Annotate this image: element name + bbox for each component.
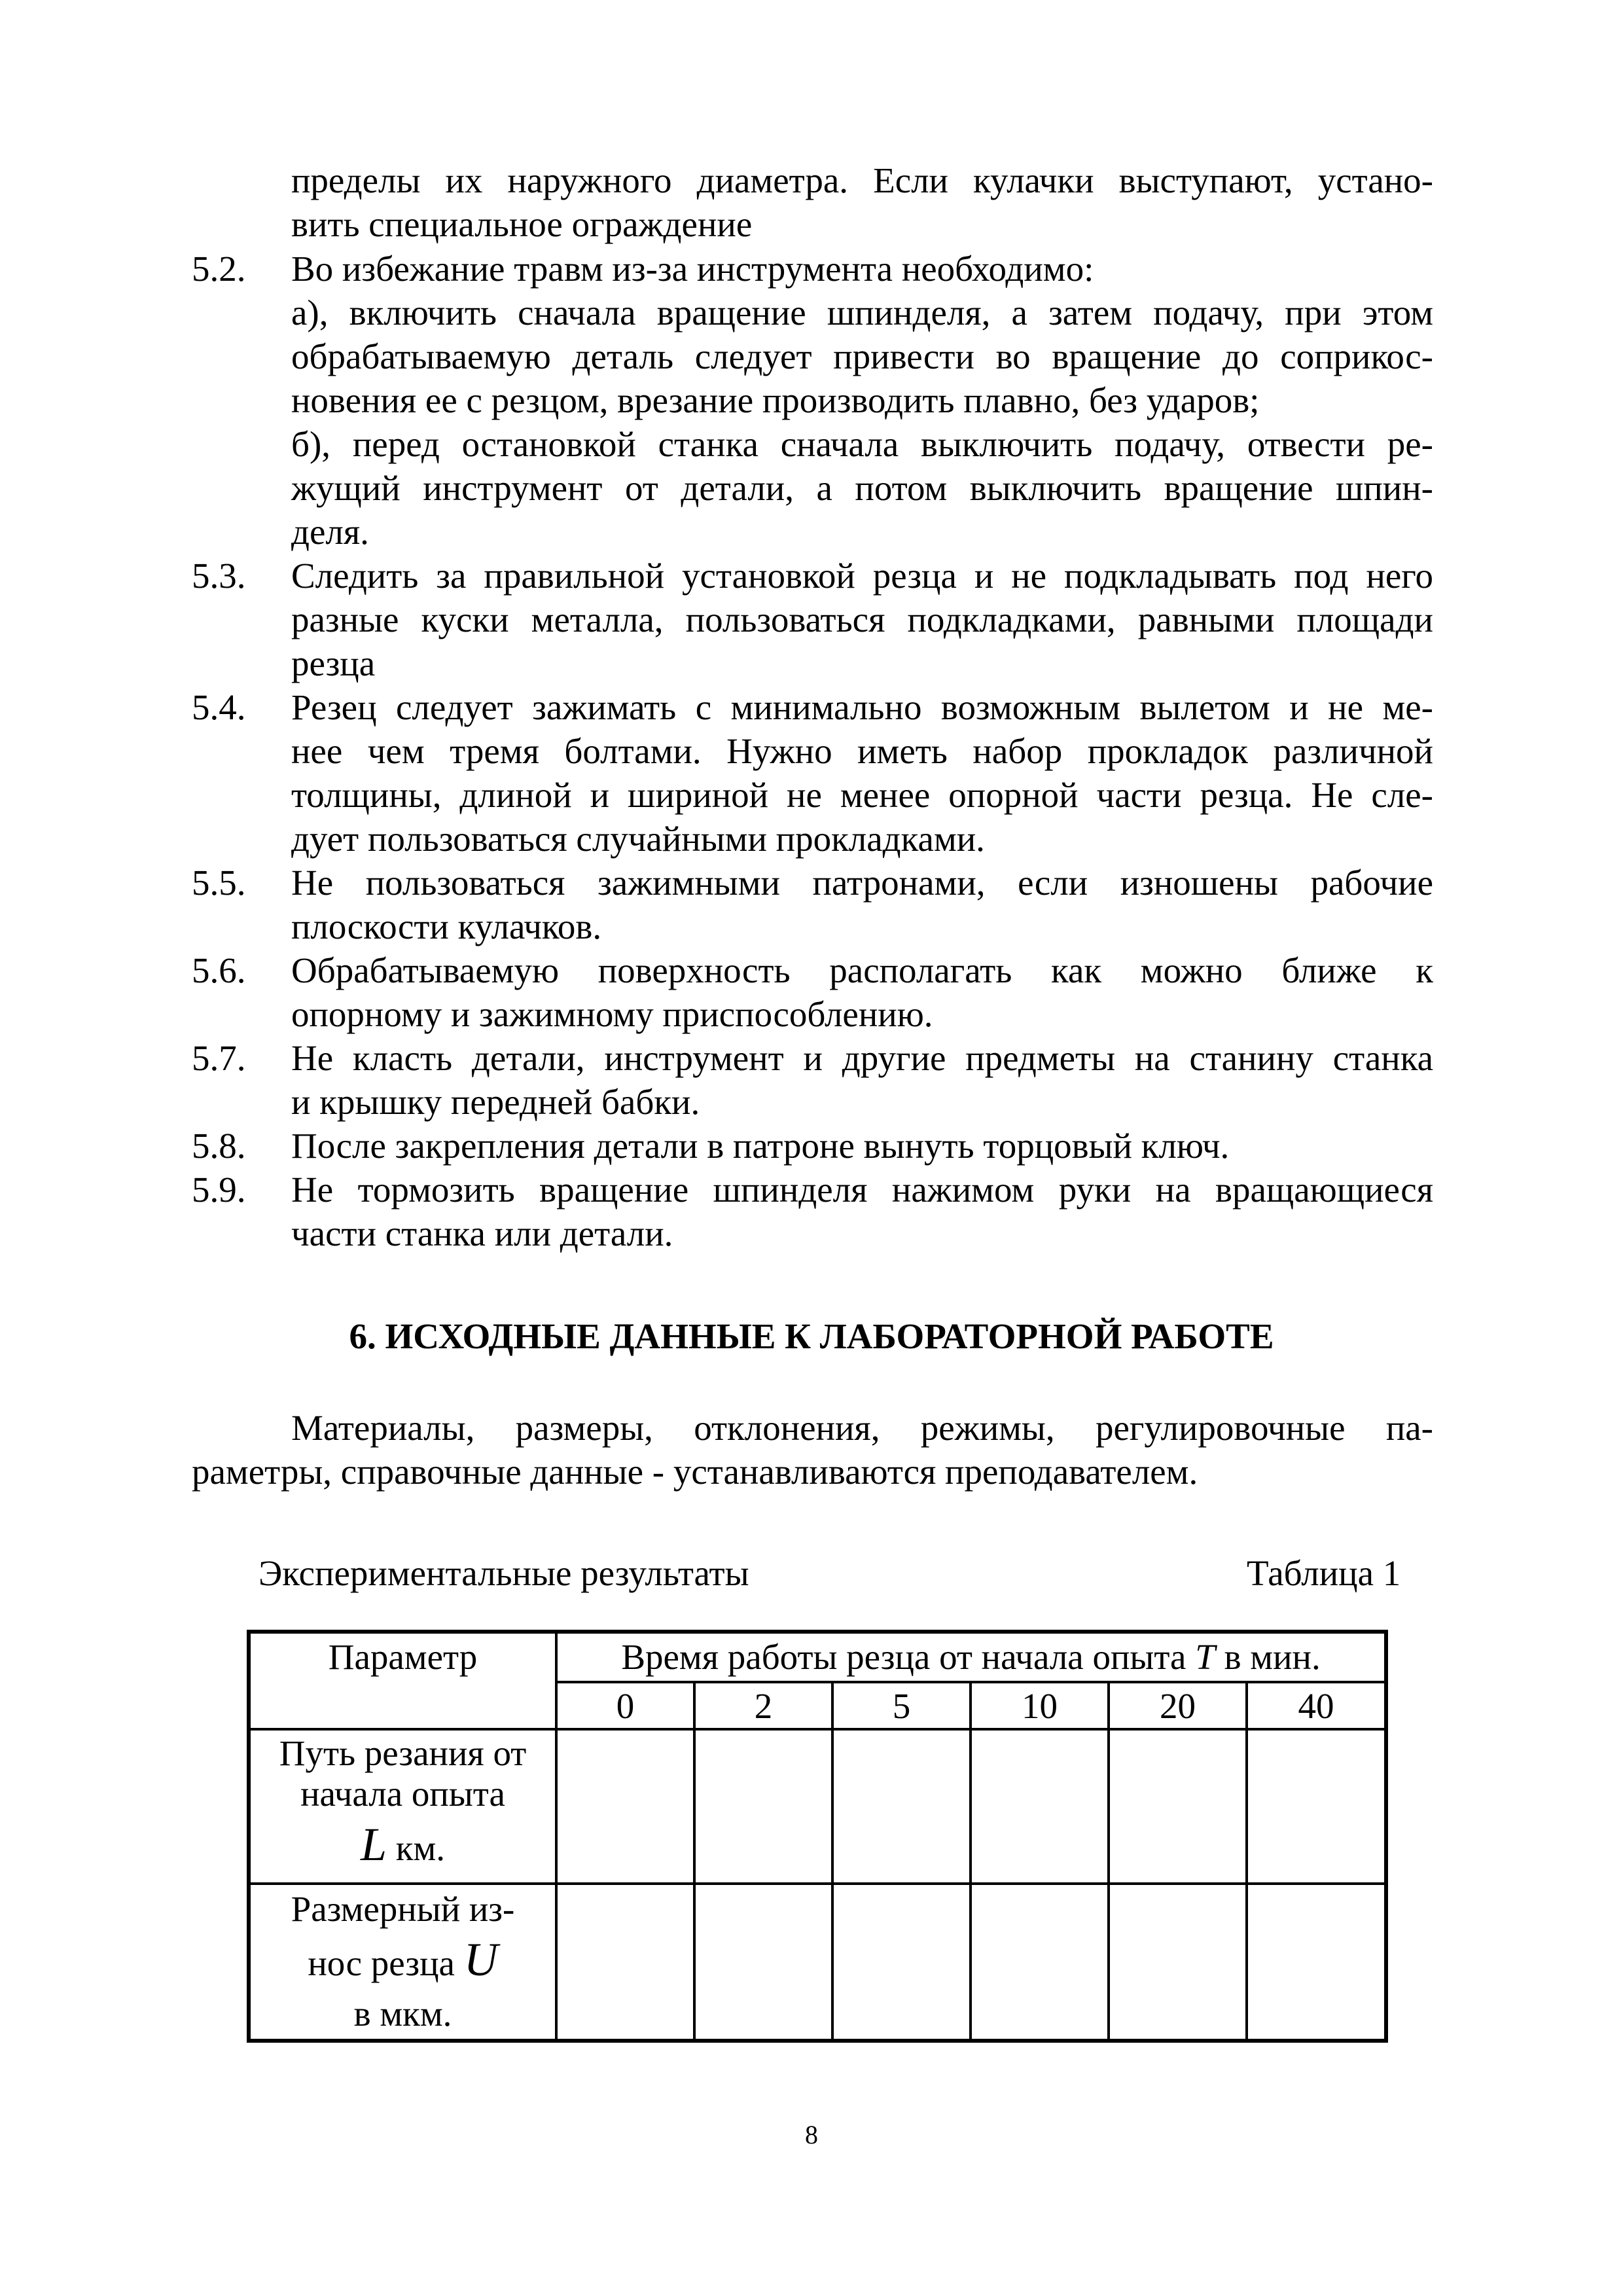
time-cell: 40 [1247, 1682, 1386, 1729]
item-5-3-line: разные куски металла, пользоваться подкладками, равными площади [291, 600, 1433, 639]
row1-line1: Путь резания от [279, 1733, 527, 1773]
continuation-line-2: вить специальное ограждение [291, 204, 753, 244]
table-number: Таблица 1 [1247, 1553, 1401, 1593]
row-label-wear [249, 1884, 556, 2041]
item-number: 5.5. [192, 863, 246, 903]
row2-line1: Размерный из- [291, 1889, 515, 1929]
data-cell[interactable] [971, 1729, 1109, 1884]
section-heading: 6. ИСХОДНЫЕ ДАННЫЕ К ЛАБОРАТОРНОЙ РАБОТЕ [349, 1316, 1274, 1356]
data-cell[interactable] [832, 1729, 971, 1884]
data-cell[interactable] [1109, 1884, 1247, 2041]
data-cell[interactable] [694, 1729, 832, 1884]
header-time-prefix: Время работы резца от начала опыта [621, 1637, 1196, 1677]
item-5-3-line: Следить за правильной установкой резца и не подкладывать под него [291, 556, 1433, 596]
item-5-2-line: новения ее с резцом, врезание производить плавно, без ударов; [291, 380, 1260, 420]
row1-unit: км. [387, 1828, 446, 1868]
item-5-2-line: обрабатываемую деталь следует привести во вращение до соприкос- [291, 336, 1433, 376]
time-cell: 0 [556, 1682, 694, 1729]
data-cell[interactable] [556, 1884, 694, 2041]
continuation-line-1: пределы их наружного диаметра. Если кулачки выступают, устано- [291, 160, 1433, 200]
table-caption: Экспериментальные результаты [259, 1553, 749, 1593]
item-5-2-line: а), включить сначала вращение шпинделя, а затем подачу, при этом [291, 293, 1433, 332]
header-time-var: T [1195, 1637, 1215, 1677]
time-cell: 5 [832, 1682, 971, 1729]
time-cell: 20 [1109, 1682, 1247, 1729]
item-5-5-line: Не пользоваться зажимными патронами, если изношены рабочие [291, 863, 1433, 903]
item-number: 5.9. [192, 1170, 246, 1210]
header-param [249, 1632, 556, 1729]
item-5-6-line: Обрабатываемую поверхность располагать как можно ближе к [291, 950, 1433, 990]
row2-line2: нос резца [308, 1943, 464, 1983]
data-cell[interactable] [971, 1884, 1109, 2041]
item-5-4-line: нее чем тремя болтами. Нужно иметь набор прокладок различной [291, 731, 1433, 771]
item-5-2-line: б), перед остановкой станка сначала выключить подачу, отвести ре- [291, 424, 1433, 464]
header-param-label: Параметр [328, 1637, 478, 1677]
data-cell[interactable] [1247, 1729, 1386, 1884]
section-paragraph-line-2: раметры, справочные данные - устанавливаются преподавателем. [192, 1452, 1198, 1492]
item-number: 5.2. [192, 249, 246, 289]
item-5-4-line: Резец следует зажимать с минимально возможным вылетом и не ме- [291, 687, 1433, 727]
item-5-8-line: После закрепления детали в патроне вынуть торцовый ключ. [291, 1126, 1230, 1166]
item-5-2-line: деля. [291, 512, 369, 552]
header-time [556, 1632, 1386, 1682]
header-time-suffix: в мин. [1215, 1637, 1321, 1677]
section-paragraph-line-1: Материалы, размеры, отклонения, режимы, регулировочные па- [291, 1408, 1433, 1448]
item-number: 5.6. [192, 950, 246, 990]
item-number: 5.8. [192, 1126, 246, 1166]
time-cell: 10 [971, 1682, 1109, 1729]
data-cell[interactable] [832, 1884, 971, 2041]
data-cell[interactable] [1109, 1729, 1247, 1884]
item-5-6-line: опорному и зажимному приспособлению. [291, 994, 933, 1034]
item-number: 5.7. [192, 1038, 246, 1078]
item-5-9-line: Не тормозить вращение шпинделя нажимом руки на вращающиеся [291, 1170, 1433, 1210]
results-table [247, 1630, 1388, 2043]
data-cell[interactable] [694, 1884, 832, 2041]
item-5-3-line: резца [291, 643, 376, 683]
item-5-5-line: плоскости кулачков. [291, 906, 602, 946]
data-cell[interactable] [1247, 1884, 1386, 2041]
item-5-7-line: Не класть детали, инструмент и другие предметы на станину станка [291, 1038, 1433, 1078]
item-5-2-line: Во избежание травм из-за инструмента необходимо: [291, 249, 1094, 289]
page-number: 8 [805, 2120, 818, 2149]
item-number: 5.4. [192, 687, 246, 727]
item-5-2-line: жущий инструмент от детали, а потом выключить вращение шпин- [291, 468, 1433, 508]
row-label-cutting-path [249, 1729, 556, 1884]
item-number: 5.3. [192, 556, 246, 596]
item-5-4-line: толщины, длиной и шириной не менее опорной части резца. Не сле- [291, 775, 1433, 815]
time-cell: 2 [694, 1682, 832, 1729]
item-5-9-line: части станка или детали. [291, 1213, 673, 1253]
row1-line2: начала опыта [300, 1774, 505, 1814]
item-5-7-line: и крышку передней бабки. [291, 1082, 700, 1122]
item-5-4-line: дует пользоваться случайными прокладками. [291, 819, 985, 859]
row2-line3: в мкм. [353, 1994, 452, 2034]
data-cell[interactable] [556, 1729, 694, 1884]
row2-var: U [463, 1933, 498, 1986]
row1-var: L [360, 1818, 387, 1871]
